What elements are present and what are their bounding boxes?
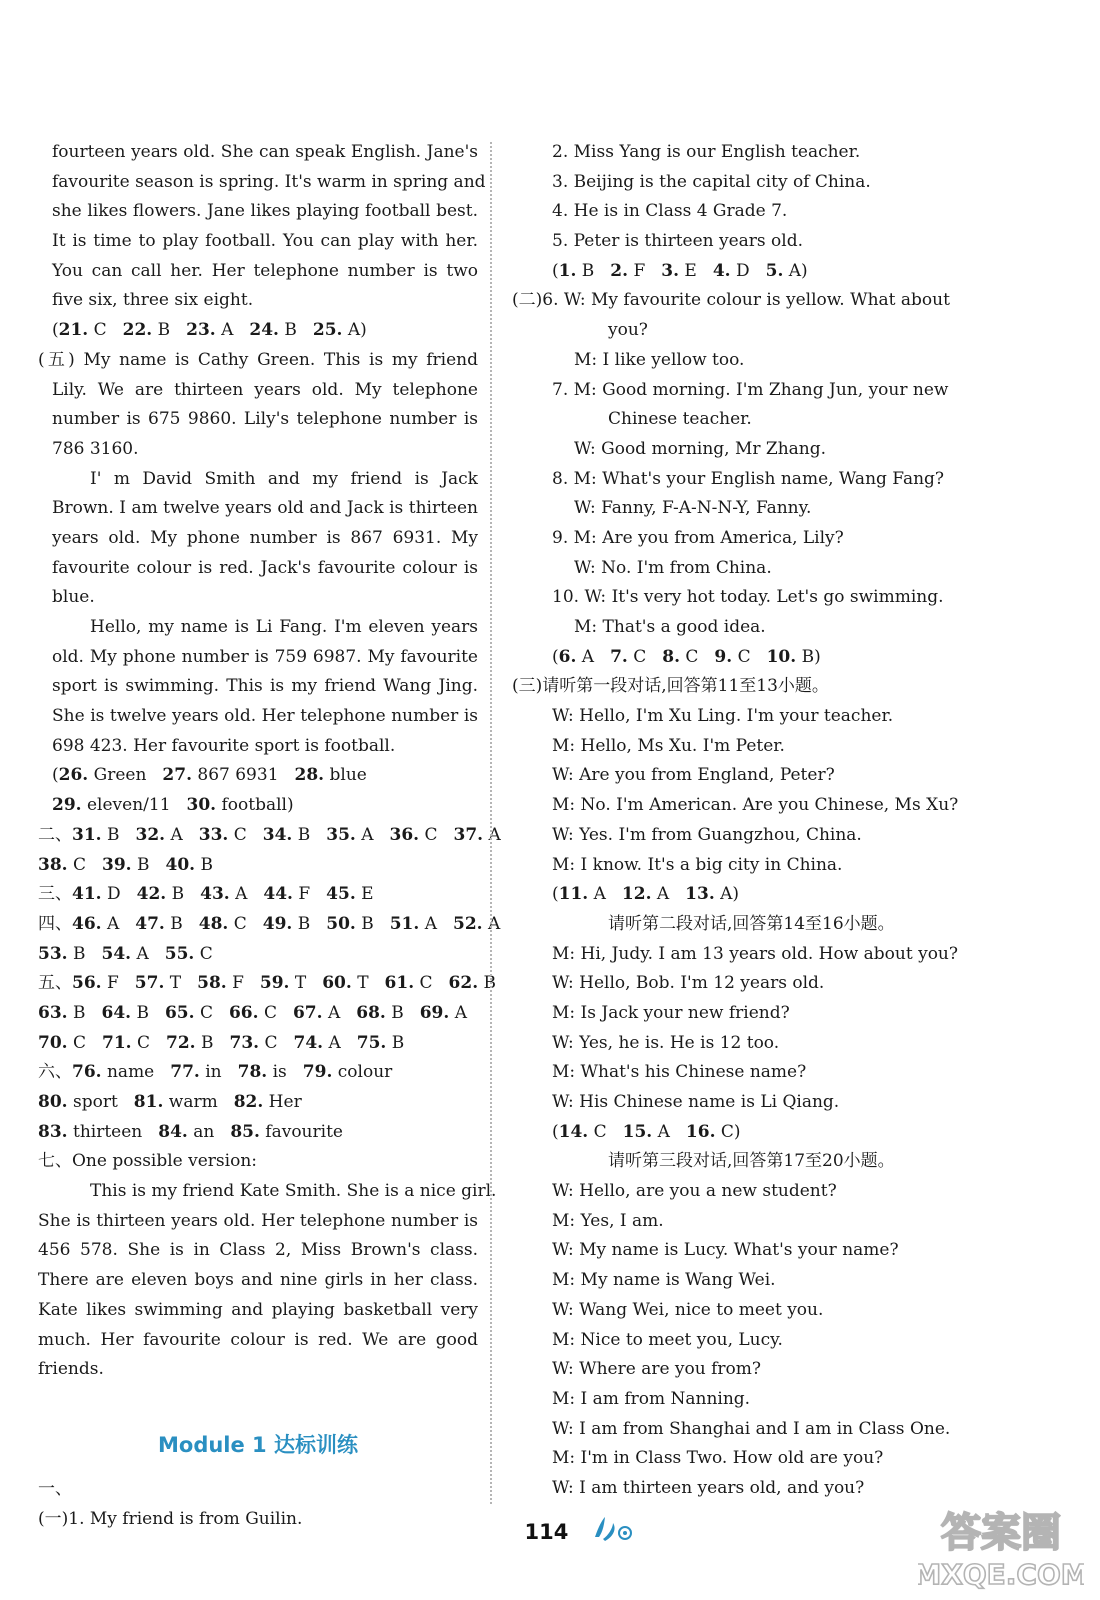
answer-item: 1. B (558, 260, 595, 281)
text-line: M: What's his Chinese name? (552, 1062, 807, 1083)
text-line: W: Good morning, Mr Zhang. (574, 438, 827, 459)
answer-item: 80. sport (38, 1092, 118, 1112)
answer-item: 62. B (448, 973, 497, 994)
text-line: 请听第二段对话,回答第14至16小题。 (608, 913, 895, 934)
answer-item: 15. A (622, 1121, 670, 1142)
text-line: You can call her. Her telephone number is two (52, 260, 478, 281)
text-line: W: My name is Lucy. What's your name? (552, 1240, 899, 1261)
text-line: 9. M: Are you from America, Lily? (552, 527, 844, 548)
text-line: old. My phone number is 759 6987. My favourite (52, 646, 478, 667)
text-line: M: I know. It's a big city in China. (552, 854, 843, 875)
text-line: you? (608, 320, 648, 341)
answer-item: 77. in (170, 1062, 222, 1083)
text-line: years old. My phone number is 867 6931. My (52, 527, 478, 548)
text-line: There are eleven boys and nine girls in her class. (38, 1270, 478, 1291)
answer-row (38, 999, 478, 1029)
text-line: she likes flowers. Jane likes playing football best. (52, 201, 478, 222)
answer-item: 49. B (262, 913, 311, 934)
answer-item: 55. C (164, 943, 213, 964)
answer-item: 16. C) (685, 1121, 741, 1142)
answer-row (38, 880, 478, 910)
text-line: W: I am thirteen years old, and you? (552, 1477, 865, 1498)
answer-item: 46. A (72, 913, 120, 934)
text-line: M: Is Jack your new friend? (552, 1002, 790, 1023)
answer-item: 51. A (389, 913, 437, 934)
column-divider (490, 142, 492, 1504)
answer-row (38, 1058, 478, 1088)
answer-row (38, 851, 478, 881)
answer-item: 25. A) (312, 320, 367, 341)
answer-item: 12. A (621, 884, 670, 905)
text-line: 七、One possible version: (38, 1151, 257, 1172)
text-line: 4. He is in Class 4 Grade 7. (552, 201, 788, 222)
text-line: Hello, my name is Li Fang. I'm eleven years (90, 617, 478, 637)
answer-item: 39. B (102, 854, 150, 875)
text-line: (三)请听第一段对话,回答第11至13小题。 (512, 676, 829, 697)
text-line: fourteen years old. She can speak English. Jane's (52, 142, 478, 162)
text-line: 5. Peter is thirteen years old. (552, 231, 804, 252)
text-line: W: I am from Shanghai and I am in Class One. (552, 1418, 951, 1439)
right-column (512, 138, 982, 1504)
answer-item: 60. T (322, 973, 369, 994)
text-line: Brown. I am twelve years old and Jack is thirteen (52, 498, 478, 519)
answer-item: 82. Her (233, 1092, 302, 1112)
answer-item: 7. C (610, 646, 647, 667)
answer-item: 72. B (166, 1032, 214, 1053)
answer-item: 42. B (136, 884, 185, 905)
answer-item: 44. F (263, 884, 311, 905)
text-line: W: His Chinese name is Li Qiang. (552, 1092, 840, 1112)
text-line: This is my friend Kate Smith. She is a nice girl. (90, 1181, 497, 1202)
text-line: 8. M: What's your English name, Wang Fang? (552, 468, 945, 489)
text-line: W: Where are you from? (552, 1359, 762, 1380)
text-line: 请听第三段对话,回答第17至20小题。 (608, 1151, 895, 1172)
text-line: 7. M: Good morning. I'm Zhang Jun, your new (552, 379, 949, 400)
text-line: (二)6. W: My favourite colour is yellow. What about (512, 290, 950, 311)
answer-item: 11. A (558, 884, 606, 905)
answer-row (38, 791, 478, 821)
text-line: 456 578. She is in Class 2, Miss Brown's class. (38, 1240, 478, 1261)
answer-item: 32. A (135, 824, 183, 845)
answer-row (512, 643, 982, 673)
section-prefix: 五、 (38, 973, 72, 994)
answer-item: 27. 867 6931 (162, 765, 279, 786)
text-line: M: I'm in Class Two. How old are you? (552, 1448, 884, 1469)
answer-item: 40. B (165, 854, 213, 875)
answer-item: 23. A (186, 320, 234, 341)
text-line: W: Hello, I'm Xu Ling. I'm your teacher. (552, 706, 894, 727)
answer-item: 67. A (292, 1002, 341, 1023)
module-title: Module 1 达标训练 (158, 1432, 358, 1457)
text-line: M: Hello, Ms Xu. I'm Peter. (552, 735, 785, 756)
section-prefix: ( (552, 884, 559, 905)
answer-item: 35. A (326, 824, 374, 845)
answer-row (512, 880, 982, 910)
answer-item: 65. C (164, 1002, 213, 1023)
text-line: W: Fanny, F-A-N-N-Y, Fanny. (574, 498, 812, 519)
answer-item: 10. B) (766, 646, 821, 667)
text-line: friends. (38, 1359, 104, 1380)
text-line: She is twelve years old. Her telephone number is (52, 706, 478, 727)
answer-item: 3. E (661, 260, 697, 281)
text-line: M: I like yellow too. (574, 349, 745, 370)
answer-item: 34. B (262, 824, 311, 845)
answer-item: 26. Green (58, 765, 147, 786)
answer-item: 33. C (198, 824, 247, 845)
text-line: M: No. I'm American. Are you Chinese, Ms Xu? (552, 795, 959, 816)
text-line: much. Her favourite colour is red. We are good (38, 1329, 478, 1350)
answer-row (38, 1088, 478, 1118)
text-line: Lily. We are thirteen years old. My telephone (52, 379, 478, 400)
text-line: 10. W: It's very hot today. Let's go swimming. (552, 587, 944, 608)
answer-item: 76. name (72, 1062, 155, 1083)
text-line: W: Yes. I'm from Guangzhou, China. (552, 824, 862, 845)
text-line: favourite season is spring. It's warm in spring and (52, 171, 486, 192)
answer-item: 8. C (662, 646, 699, 667)
text-line: 一、 (38, 1478, 72, 1499)
answer-item: 83. thirteen (38, 1121, 143, 1142)
answer-row (38, 910, 501, 940)
answer-row (512, 257, 982, 287)
answer-item: 4. D (712, 260, 750, 281)
page-number: 114 (524, 1520, 569, 1544)
answer-item: 79. colour (302, 1062, 393, 1083)
section-prefix: 二、 (38, 824, 72, 845)
answer-item: 22. B (122, 320, 171, 341)
text-line: 786 3160. (52, 438, 139, 459)
answer-item: 70. C (38, 1032, 86, 1053)
text-line: M: That's a good idea. (574, 617, 766, 637)
section-prefix: 六、 (38, 1062, 72, 1083)
swirl-ornament-icon (589, 1515, 635, 1549)
answer-item: 45. E (326, 884, 374, 905)
section-prefix: ( (52, 320, 59, 341)
section-prefix: ( (552, 646, 559, 667)
answer-row (38, 940, 478, 970)
text-line: 3. Beijing is the capital city of China. (552, 171, 871, 192)
answer-item: 69. A (419, 1002, 467, 1023)
answer-item: 41. D (72, 884, 121, 905)
section-prefix: ( (52, 765, 59, 786)
section-prefix: 三、 (38, 884, 72, 905)
text-line: W: Hello, Bob. I'm 12 years old. (552, 973, 825, 994)
text-line: five six, three six eight. (52, 290, 254, 311)
answer-item: 53. B (38, 943, 86, 964)
answer-item: 43. A (200, 884, 248, 905)
text-line: Kate likes swimming and playing basketball very (38, 1299, 478, 1320)
answer-row (38, 316, 478, 346)
answer-item: 14. C (558, 1121, 607, 1142)
answer-item: 84. an (158, 1121, 215, 1142)
answer-row (38, 821, 501, 851)
answer-item: 59. T (259, 973, 307, 994)
answer-item: 29. eleven/11 (52, 795, 171, 816)
section-prefix: ( (552, 260, 559, 281)
answer-item: 74. A (293, 1032, 341, 1053)
answer-item: 56. F (72, 973, 119, 994)
answer-item: 13. A) (685, 884, 740, 905)
text-line: It is time to play football. You can play with her. (52, 231, 478, 252)
text-line: (一)1. My friend is from Guilin. (38, 1508, 303, 1529)
answer-item: 38. C (38, 854, 86, 875)
text-line: Chinese teacher. (608, 409, 752, 430)
text-line: W: Yes, he is. He is 12 too. (552, 1032, 780, 1053)
answer-item: 64. B (101, 1002, 149, 1023)
answer-row (38, 761, 478, 791)
answer-item: 75. B (356, 1032, 405, 1053)
answer-item: 68. B (356, 1002, 404, 1023)
answer-item: 50. B (326, 913, 374, 934)
answer-item: 31. B (72, 824, 120, 845)
left-column (38, 138, 501, 1534)
text-line: 2. Miss Yang is our English teacher. (552, 142, 861, 162)
text-line: sport is swimming. This is my friend Wang Jing. (52, 676, 478, 697)
text-line: W: No. I'm from China. (574, 557, 772, 578)
text-line: W: Wang Wei, nice to meet you. (552, 1299, 824, 1320)
text-line: I' m David Smith and my friend is Jack (90, 468, 478, 489)
text-line: number is 675 9860. Lily's telephone number is (52, 409, 478, 430)
answer-item: 2. F (610, 260, 646, 281)
answer-item: 52. A (452, 913, 501, 934)
answer-item: 58. F (197, 973, 244, 994)
answer-item: 24. B (249, 320, 297, 341)
answer-item: 21. C (58, 320, 107, 341)
text-line: 698 423. Her favourite sport is football. (52, 735, 396, 756)
text-line: M: I am from Nanning. (552, 1388, 751, 1409)
answer-item: 36. C (389, 824, 438, 845)
answer-item: 61. C (384, 973, 433, 994)
answer-item: 78. is (237, 1062, 287, 1083)
section-prefix: ( (552, 1121, 559, 1142)
watermark-top-text: 答案圈 (941, 1510, 1061, 1556)
answer-item: 66. C (228, 1002, 277, 1023)
answer-row (38, 1118, 478, 1148)
answer-row (38, 1029, 478, 1059)
answer-item: 37. A (453, 824, 501, 845)
answer-item: 57. T (134, 973, 182, 994)
answer-item: 48. C (198, 913, 247, 934)
watermark-logo (918, 1494, 1084, 1594)
answer-item: 28. blue (294, 765, 367, 786)
answer-item: 85. favourite (230, 1121, 343, 1142)
answer-row (38, 969, 497, 999)
text-line: M: Hi, Judy. I am 13 years old. How about you? (552, 943, 958, 964)
answer-item: 30. football) (186, 795, 294, 816)
text-line: M: My name is Wang Wei. (552, 1270, 776, 1291)
text-line: favourite colour is red. Jack's favourite colour is (52, 557, 478, 578)
answer-item: 9. C (714, 646, 751, 667)
answer-item: 71. C (102, 1032, 150, 1053)
text-line: M: Yes, I am. (552, 1210, 664, 1231)
section-prefix: 四、 (38, 913, 72, 934)
text-line: (五) My name is Cathy Green. This is my friend (38, 349, 478, 370)
answer-item: 6. A (558, 646, 595, 667)
text-line: M: Nice to meet you, Lucy. (552, 1329, 783, 1350)
text-line: blue. (52, 587, 95, 608)
answer-row (512, 1118, 982, 1148)
watermark-bottom-text: MXQE.COM (918, 1558, 1084, 1591)
text-line: W: Are you from England, Peter? (552, 765, 835, 786)
answer-item: 81. warm (133, 1092, 218, 1112)
answer-item: 63. B (38, 1002, 86, 1023)
answer-item: 54. A (101, 943, 149, 964)
text-line: She is thirteen years old. Her telephone number is (38, 1210, 478, 1231)
text-line: W: Hello, are you a new student? (552, 1181, 837, 1202)
answer-item: 5. A) (765, 260, 808, 281)
answer-item: 47. B (135, 913, 183, 934)
answer-item: 73. C (229, 1032, 278, 1053)
